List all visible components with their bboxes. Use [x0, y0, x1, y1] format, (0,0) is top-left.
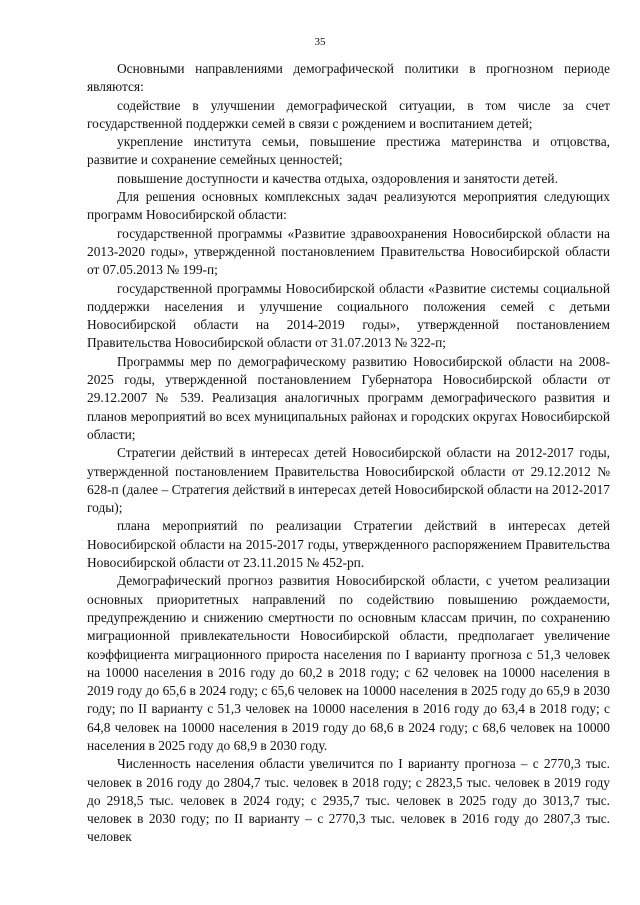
paragraph-population-forecast: Численность населения области увеличится по I варианту прогноза – с 2770,3 тыс. человек в 2016 году до 2804,7 тыс. человек в 2018 году; с 2823,5 тыс. человек в 2019 году до 2918,5 тыс. человек в 2024 году; с 2935,7 тыс. человек в 2025 году до 3013,7 тыс. человек в 2030 году; по II варианту – с 2770,3 тыс. человек в 2016 году до 2807,3 тыс. человек	[87, 756, 610, 845]
paragraph-family-institution: укрепление института семьи, повышение престижа материнства и отцовства, развитие и сохранение семейных ценностей;	[87, 134, 610, 168]
paragraph-children-strategy: Стратегии действий в интересах детей Новосибирской области на 2012-2017 годы, утвержденной постановлением Правительства Новосибирской области от 29.12.2012 № 628-п (далее – Стратегия действий в интересах детей Новосибирской области на 2012-2017 годы);	[87, 445, 610, 516]
paragraph-social-support-program: государственной программы Новосибирской области «Развитие системы социальной поддержки населения и улучшение социального положения семей с детьми Новосибирской области на 2014-2019 годы», утвержденной постановлением Правительства Новосибирской области от 31.07.2013 № 322-п;	[87, 280, 610, 351]
page-number: 35	[314, 36, 326, 48]
paragraph-children-recreation: повышение доступности и качества отдыха, оздоровления и занятости детей.	[117, 170, 558, 186]
paragraph-healthcare-program: государственной программы «Развитие здравоохранения Новосибирской области на 2013-2020 годы», утвержденной постановлением Правительства Новосибирской области от 07.05.2013 № 199-п;	[87, 225, 610, 278]
paragraph-demographic-forecast: Демографический прогноз развития Новосибирской области, с учетом реализации основных приоритетных направлений по содействию повышению рождаемости, предупреждению и снижению смертности по основным классам причин, по сохранению миграционной привлекательности Новосибирской области, предполагает увеличение коэффициента миграционного прироста населения по I варианту прогноза с 51,3 человек на 10000 населения в 2016 году до 60,2 в 2018 году; с 62 человек на 10000 населения в 2019 году до 65,6 в 2024 году; с 65,6 человек на 10000 населения в 2025 году до 65,9 в 2030 году; по II варианту с 51,3 человек на 10000 населения в 2016 году до 63,4 в 2018 году; с 64,8 человек на 10000 населения в 2019 году до 68,6 в 2024 году; с 68,6 человек на 10000 населения в 2025 году до 68,9 в 2030 году.	[87, 573, 610, 753]
paragraph-demographic-policy-intro: Основными направлениями демографической политики в прогнозном периоде являются:	[87, 61, 610, 95]
paragraph-demographic-measures-program: Программы мер по демографическому развитию Новосибирской области на 2008-2025 годы, утвержденной постановлением Губернатора Новосибирской области от 29.12.2007 № 539. Реализация аналогичных программ демографического развития и планов мероприятий во всех муниципальных районах и городских округах Новосибирской области;	[87, 353, 610, 442]
paragraph-programs-intro: Для решения основных комплексных задач реализуются мероприятия следующих программ Новосибирской области:	[87, 189, 610, 223]
paragraph-family-support: содействие в улучшении демографической ситуации, в том числе за счет государственной поддержки семей в связи с рождением и воспитанием детей;	[87, 97, 610, 131]
paragraph-strategy-action-plan: плана мероприятий по реализации Стратегии действий в интересах детей Новосибирской области на 2015-2017 годы, утвержденного распоряжением Правительства Новосибирской области от 23.11.2015 № 452-рп.	[87, 518, 610, 571]
document-body	[87, 60, 610, 847]
